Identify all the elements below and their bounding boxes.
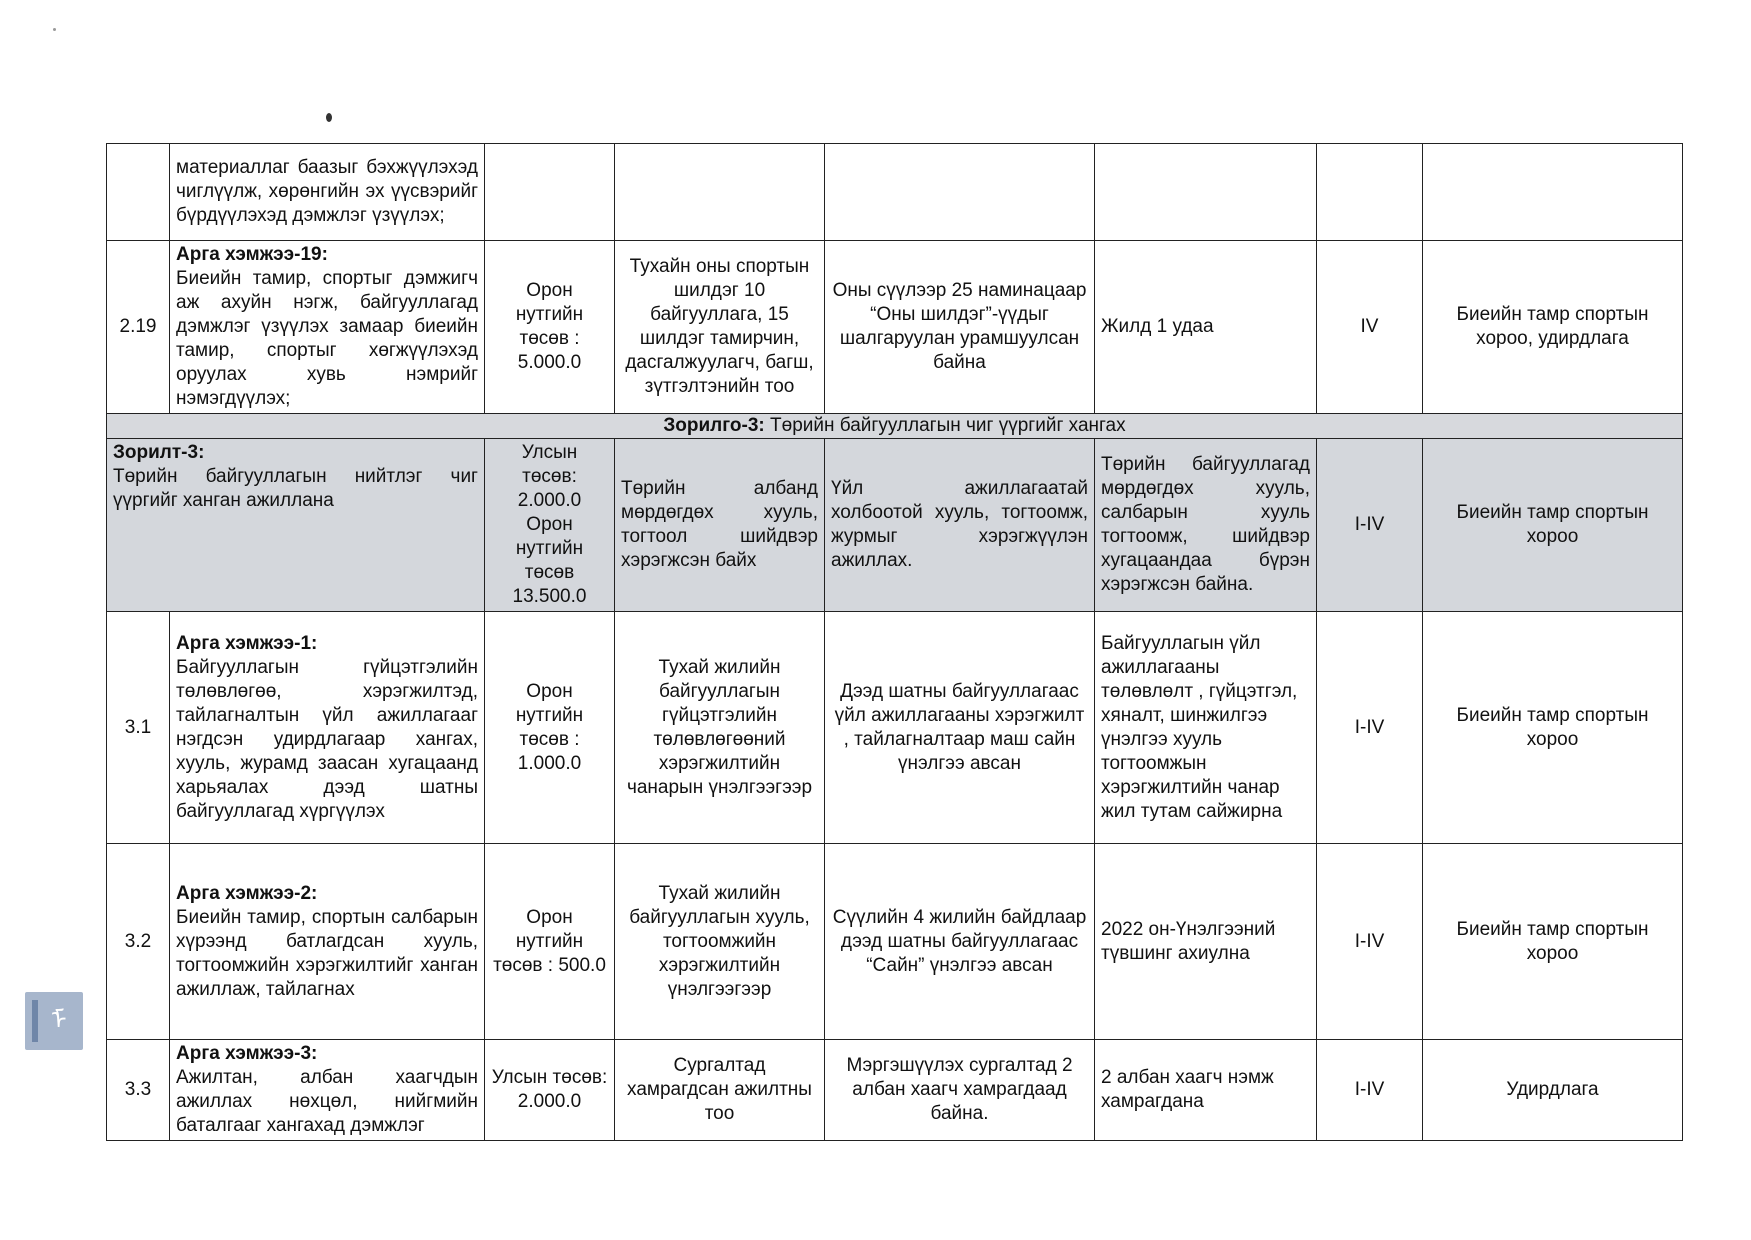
budget-line: төсөв [524,562,575,583]
quarter-cell: IV [1317,241,1423,414]
measure-title: Арга хэмжээ-1: [176,632,318,654]
goal-row [107,414,1683,439]
responsible-cell: Биеийн тамр спортын хороо, удирдлага [1423,241,1683,414]
table-row [107,144,1683,241]
row-number: 3.2 [107,844,170,1040]
quarter-cell: I-IV [1317,439,1423,612]
measure-text: Ажилтан, албан хаагчдын ажиллах нөхцөл, нийгмийн баталгааг хангахад дэмжлэг [176,1067,478,1136]
budget-cell: Орон нутгийн төсөв : 5.000.0 [485,241,615,414]
objective-row [107,439,1683,612]
budget-line: 2.000.0 [517,490,582,511]
quarter-cell: I-IV [1317,1040,1423,1141]
criteria-cell: Тухай жилийн байгууллагын гүйцэтгэлийн төлөвлөгөөний хэрэгжилтийн чанарын үнэлгээгээр [615,612,825,844]
scan-speck [326,113,332,122]
measure-cell [170,241,485,414]
target-cell: Жилд 1 удаа [1095,241,1317,414]
goal-heading [107,414,1683,439]
goal-text: Төрийн байгууллагын чиг үүргийг хангах [764,415,1126,436]
responsible-cell [1423,144,1683,241]
target-cell: 2 албан хаагч нэмж хамрагдана [1095,1040,1317,1141]
target-cell: Байгууллагын үйл ажиллагааны төлөвлөлт , гүйцэтгэл, хяналт, шинжилгээ үнэлгээ хууль тогтоомжын хэрэгжилтийн чанар жил тутам сайжирна [1095,612,1317,844]
measure-cell [170,612,485,844]
stamp-icon: ᠮ [25,992,83,1050]
measure-text: Биеийн тамир, спортын салбарын хүрээнд батлагдсан хууль, тогтоомжийн хэрэгжилтийг ханган ажиллаж, тайлагнах [176,906,478,1000]
criteria-cell [615,144,825,241]
budget-cell: Улсын төсөв: 2.000.0 [485,1040,615,1141]
row-number: 2.19 [107,241,170,414]
budget-cell: Орон нутгийн төсөв : 1.000.0 [485,612,615,844]
measure-title: Арга хэмжээ-19: [176,244,328,265]
target-cell: 2022 он-Үнэлгээний түвшинг ахиулна [1095,844,1317,1040]
criteria-cell: Тухайн оны спортын шилдэг 10 байгууллага, 15 шилдэг тамирчин, дасгалжуулагч, багш, зүтгэлтэнийн тоо [615,241,825,414]
target-cell: Төрийн байгууллагад мөрдөгдөх хууль, салбарын хууль тогтоомж, шийдвэр хугацаандаа бүрэн хэрэгжсэн байна. [1095,439,1317,612]
criteria-cell: Сургалтад хамрагдсан ажилтны тоо [615,1040,825,1141]
scan-speck [53,28,56,31]
baseline-cell: Дээд шатны байгууллагаас үйл ажиллагааны хэрэгжилт , тайлагналтаар маш сайн үнэлгээ авсан [825,612,1095,844]
measure-cell [170,1040,485,1141]
budget-cell: Орон нутгийн төсөв : 500.0 [485,844,615,1040]
budget-line: 13.500.0 [512,586,587,607]
target-cell [1095,144,1317,241]
criteria-cell: Тухай жилийн байгууллагын хууль, тогтоомжийн хэрэгжилтийн үнэлгээгээр [615,844,825,1040]
baseline-cell: Сүүлийн 4 жилийн байдлаар дээд шатны байгууллагаас “Сайн” үнэлгээ авсан [825,844,1095,1040]
measure-title: Арга хэмжээ-2: [176,882,318,904]
quarter-cell: I-IV [1317,612,1423,844]
quarter-cell: I-IV [1317,844,1423,1040]
responsible-cell: Биеийн тамр спортын хороо [1423,844,1683,1040]
action-plan-table [106,143,1683,1141]
goal-label: Зорилго-3: [663,415,765,436]
row-number: 3.1 [107,612,170,844]
measure-text: Байгууллагын гүйцэтгэлийн төлөвлөгөө, хэрэгжилтэд, тайлагналтын үйл ажиллагааг нэгдсэн удирдлагаар хангах, хууль, журамд заасан хугацаанд харьяалах дээд шатны байгууллагад хүргүүлэх [176,656,478,822]
objective-cell [107,439,485,612]
criteria-cell: Төрийн албанд мөрдөгдөх хууль, тогтоол шийдвэр хэрэгжсэн байх [615,439,825,612]
budget-cell [485,144,615,241]
measure-title: Арга хэмжээ-3: [176,1043,318,1064]
measure-cell [170,844,485,1040]
measure-text: материаллаг баазыг бэхжүүлэхэд чиглүүлж, хөрөнгийн эх үүсвэрийг бүрдүүлэхэд дэмжлэг үзүүлэх; [176,157,478,226]
budget-line: нутгийн [515,538,584,559]
budget-line: Орон [526,514,573,535]
quarter-cell [1317,144,1423,241]
baseline-cell: Үйл ажиллагаатай холбоотой хууль, тогтоомж, журмыг хэрэгжүүлэн ажиллах. [825,439,1095,612]
responsible-cell: Удирдлага [1423,1040,1683,1141]
table-row [107,612,1683,844]
budget-line: Улсын [521,442,578,463]
table-row [107,241,1683,414]
responsible-cell: Биеийн тамр спортын хороо [1423,612,1683,844]
baseline-cell: Мэргэшүүлэх сургалтад 2 албан хаагч хамрагдаад байна. [825,1040,1095,1141]
objective-label: Зорилт-3: [113,442,205,463]
budget-line: төсөв: [522,466,577,487]
baseline-cell: Оны сүүлээр 25 наминацаар “Оны шилдэг”-үүдыг шалгаруулан урамшуулсан байна [825,241,1095,414]
measure-text: Биеийн тамир, спортыг дэмжигч аж ахуйн нэгж, байгууллагад дэмжлэг үзүүлэх замаар биеийн тамир, спортыг хөгжүүлэхэд оруулах хувь нэмрийг нэмэгдүүлэх; [176,268,478,409]
row-number [107,144,170,241]
baseline-cell [825,144,1095,241]
responsible-cell: Биеийн тамр спортын хороо [1423,439,1683,612]
budget-cell [485,439,615,612]
table-row [107,1040,1683,1141]
objective-text: Төрийн байгууллагын нийтлэг чиг үүргийг ханган ажиллана [113,466,478,511]
row-number: 3.3 [107,1040,170,1141]
table-row [107,844,1683,1040]
measure-cell [170,144,485,241]
